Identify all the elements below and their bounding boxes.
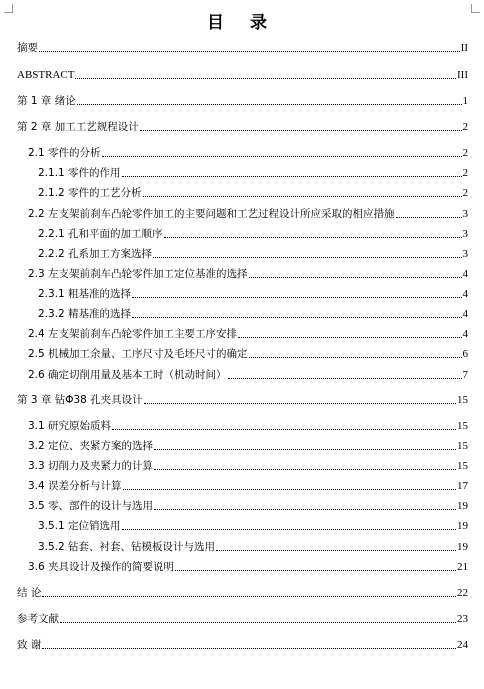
toc-entry-page: 2 — [462, 121, 468, 133]
toc-leader-dots — [75, 77, 456, 79]
toc-entry-page: 19 — [457, 500, 468, 512]
toc-entry-page: 3 — [462, 248, 468, 260]
toc-entry-section-2-2[interactable] — [28, 203, 468, 221]
toc-entry-label: 摘要 — [17, 42, 38, 54]
toc-entry-label: 3.5 零、部件的设计与选用 — [28, 500, 154, 512]
toc-entry-page: 7 — [462, 369, 468, 381]
toc-entry-label: 3.5.2 钻套、衬套、钻模板设计与选用 — [38, 541, 216, 553]
toc-leader-dots — [112, 428, 456, 430]
toc-entry-section-2-2-2[interactable] — [38, 243, 468, 261]
toc-entry-label: 2.2.2 孔系加工方案选择 — [38, 248, 153, 260]
toc-entry-page: 21 — [457, 561, 468, 573]
toc-entry-page: 24 — [457, 639, 468, 651]
toc-entry-label: 3.3 切削力及夹紧力的计算 — [28, 460, 154, 472]
toc-entry-label: 致 谢 — [17, 639, 42, 651]
toc-entry-section-2-1-2[interactable] — [38, 182, 468, 200]
toc-entry-label: 2.1.1 零件的作用 — [38, 167, 121, 179]
toc-entry-page: 19 — [457, 520, 468, 532]
toc-entry-section-3-5-2[interactable] — [38, 536, 468, 554]
toc-entry-label: 3.5.1 定位销选用 — [38, 520, 121, 532]
toc-leader-dots — [154, 508, 456, 510]
toc-entry-page: 4 — [462, 308, 468, 320]
toc-entry-section-2-2-1[interactable] — [38, 223, 468, 241]
toc-entry-section-2-1-1[interactable] — [38, 162, 468, 180]
toc-leader-dots — [102, 155, 462, 157]
toc-entry-label: 3.1 研究原始质料 — [28, 420, 112, 432]
toc-entry-page: 2 — [462, 167, 468, 179]
toc-entry-label: 第 3 章 钻Φ38 孔夹具设计 — [17, 394, 143, 406]
toc-entry-acknowledgements[interactable] — [17, 634, 468, 652]
toc-entry-page: 19 — [457, 541, 468, 553]
toc-entry-label: 2.6 确定切削用量及基本工时（机动时间） — [28, 369, 227, 381]
toc-entry-label: 2.3.1 粗基准的选择 — [38, 288, 132, 300]
toc-entry-page: 15 — [457, 460, 468, 472]
toc-entry-label: ABSTRACT — [17, 69, 75, 81]
toc-entry-section-2-3-1[interactable] — [38, 283, 468, 301]
toc-leader-dots — [132, 296, 461, 298]
toc-leader-dots — [249, 276, 462, 278]
toc-entry-section-2-3[interactable] — [28, 263, 468, 281]
toc-entry-page: 15 — [457, 420, 468, 432]
toc-entry-chapter-2[interactable] — [17, 116, 468, 134]
toc-entry-section-2-1[interactable] — [28, 142, 468, 160]
toc-entry-label: 第 2 章 加工工艺规程设计 — [17, 121, 139, 133]
toc-leader-dots — [396, 216, 462, 218]
toc-entry-page: 22 — [457, 587, 468, 599]
toc-leader-dots — [228, 377, 462, 379]
toc-entry-section-3-4[interactable] — [28, 475, 468, 493]
toc-leader-dots — [123, 488, 456, 490]
toc-entry-page: 17 — [457, 480, 468, 492]
toc-entry-page: 3 — [462, 228, 468, 240]
toc-leader-dots — [216, 549, 456, 551]
toc-entry-label: 3.6 夹具设计及操作的简要说明 — [28, 561, 175, 573]
toc-entry-section-3-6[interactable] — [28, 556, 468, 574]
toc-entry-page: 23 — [457, 613, 468, 625]
toc-entry-page: II — [460, 42, 468, 54]
toc-entry-page: 4 — [462, 268, 468, 280]
toc-entry-page: 4 — [462, 328, 468, 340]
toc-entry-abstract-cn[interactable] — [17, 37, 468, 55]
toc-leader-dots — [154, 448, 456, 450]
toc-entry-section-3-5-1[interactable] — [38, 515, 468, 533]
toc-entry-abstract-en[interactable] — [17, 64, 468, 82]
toc-entry-page: 15 — [457, 440, 468, 452]
toc-entry-section-3-1[interactable] — [28, 415, 468, 433]
toc-leader-dots — [238, 336, 461, 338]
toc-entry-page: 15 — [457, 394, 468, 406]
toc-entry-page: 4 — [462, 288, 468, 300]
toc-entry-section-2-4[interactable] — [28, 323, 468, 341]
toc-entry-label: 3.2 定位、夹紧方案的选择 — [28, 440, 154, 452]
toc-leader-dots — [144, 402, 456, 404]
toc-leader-dots — [249, 356, 462, 358]
toc-leader-dots — [132, 316, 461, 318]
toc-entry-label: 3.4 误差分析与计算 — [28, 480, 122, 492]
toc-leader-dots — [143, 195, 462, 197]
toc-entry-page: 2 — [462, 147, 468, 159]
toc-entry-page: 2 — [462, 187, 468, 199]
toc-entry-section-2-5[interactable] — [28, 343, 468, 361]
toc-entry-label: 2.5 机械加工余量、工序尺寸及毛坯尺寸的确定 — [28, 348, 248, 360]
toc-title: 目 录 — [207, 13, 277, 33]
toc-entry-label: 2.3 左支架前刹车凸轮零件加工定位基准的选择 — [28, 268, 248, 280]
toc-entry-chapter-3[interactable] — [17, 389, 468, 407]
toc-leader-dots — [77, 103, 462, 105]
toc-entry-label: 结 论 — [17, 587, 42, 599]
toc-entry-label: 2.3.2 精基准的选择 — [38, 308, 132, 320]
toc-entry-section-3-2[interactable] — [28, 435, 468, 453]
toc-entry-label: 2.1.2 零件的工艺分析 — [38, 187, 142, 199]
toc-entry-section-2-6[interactable] — [28, 364, 468, 382]
toc-entry-label: 参考文献 — [17, 613, 59, 625]
toc-entry-label: 2.2.1 孔和平面的加工顺序 — [38, 228, 163, 240]
toc-leader-dots — [154, 468, 456, 470]
toc-entry-section-3-3[interactable] — [28, 455, 468, 473]
toc-entry-section-3-5[interactable] — [28, 495, 468, 513]
toc-entry-page: III — [457, 69, 468, 81]
toc-leader-dots — [153, 256, 461, 258]
toc-leader-dots — [140, 129, 462, 131]
toc-leader-dots — [42, 647, 456, 649]
toc-entry-section-2-3-2[interactable] — [38, 303, 468, 321]
toc-leader-dots — [39, 50, 460, 52]
toc-entry-page: 3 — [462, 208, 468, 220]
toc-leader-dots — [122, 175, 462, 177]
toc-entry-conclusion[interactable] — [17, 582, 468, 600]
toc-entry-label: 2.2 左支架前刹车凸轮零件加工的主要问题和工艺过程设计所应采取的相应措施 — [28, 208, 395, 220]
toc-leader-dots — [175, 569, 456, 571]
toc-entry-page: 6 — [462, 348, 468, 360]
toc-entry-page: 1 — [462, 95, 468, 107]
toc-entry-label: 第 1 章 绪论 — [17, 95, 76, 107]
toc-leader-dots — [122, 528, 456, 530]
toc-leader-dots — [60, 621, 456, 623]
toc-entry-label: 2.4 左支架前刹车凸轮零件加工主要工序安排 — [28, 328, 238, 340]
toc-entry-references[interactable] — [17, 608, 468, 626]
toc-entry-label: 2.1 零件的分析 — [28, 147, 101, 159]
toc-leader-dots — [164, 236, 462, 238]
toc-leader-dots — [42, 595, 456, 597]
toc-entry-chapter-1[interactable] — [17, 90, 468, 108]
